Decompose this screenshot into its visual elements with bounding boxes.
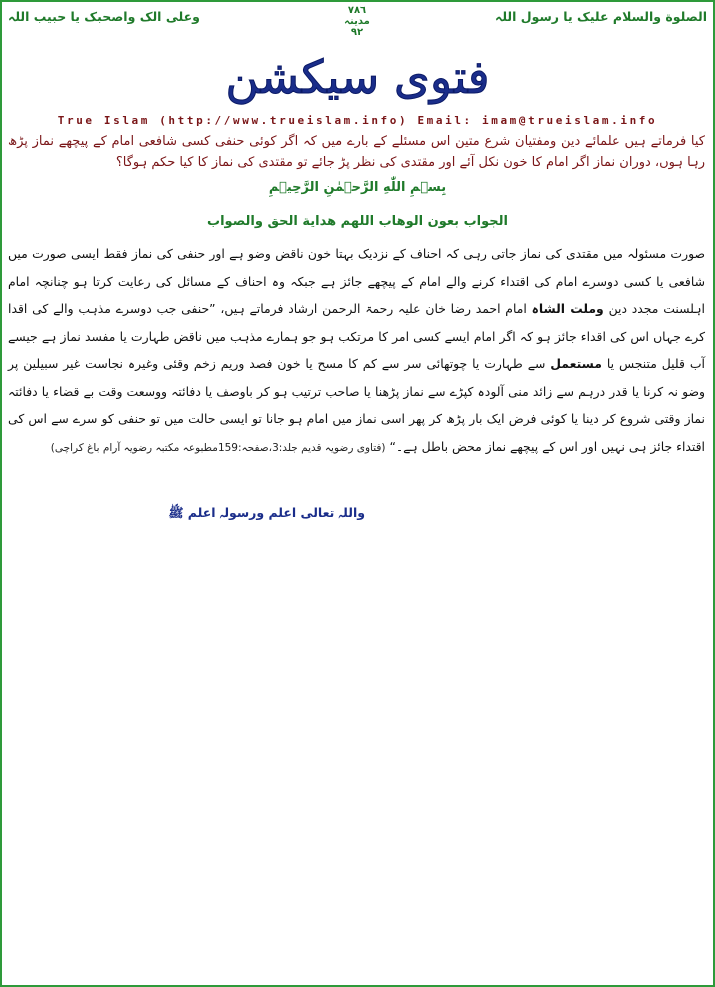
header-salutation-left: وعلی الک واصحبک یا حبیب اللہ [8,9,200,24]
answer-part-2: امام احمد رضا خان علیہ رحمۃ الرحمن ارشاد فرماتے ہیں، ”حنفی جب دوسرے مذہب والے کی اقدا کرے جہاں اس کی اقداء جائز ہو کہ اگر امام ایسے کسی امر کا مرتکب ہو جو ہمارے مذہب میں ناقض طہارت یا مفسد نماز ہے جیسے آب قلیل متنجس یا [8,301,705,371]
answer-text [8,240,705,462]
question-text: کیا فرماتے ہیں علمائے دین ومفتیان شرع متین اس مسئلے کے بارے میں کہ اگر کوئی حنفی کسی شافعی امام کے پیچھے نماز پڑھ رہا ہوں، دوران نماز اگر امام کا خون نکل آئے اور مقتدی کی نظر پڑ جائے تو مقتدی کی نماز کا کیا حکم ہوگا؟ [8,134,705,170]
answer-heading: الجواب بعون الوهاب اللهم هداية الحق والصواب [207,214,508,229]
header-number-bottom: ٩٢ [350,27,364,38]
closing-phrase: واللہ تعالی اعلم ورسولہ اعلم ﷺ [168,505,365,520]
page-title: فتوی سیکشن [225,50,490,104]
answer-reference: (فتاوی رضویہ قدیم جلد:3،صفحہ:159مطبوعہ مکتبہ رضویہ آرام باغ کراچی) [50,441,386,454]
contact-line: True Islam (http://www.trueislam.info) Email: imam@trueislam.info [57,114,658,127]
header-number [332,5,382,38]
answer-part-3: سے طہارت یا چوتھائی سر سے کم کا مسح یا خون فصد وریم زخم وقئی وغیرہ نجاست غیر سبیلین پر وضو نہ کرنا یا قدر درہم سے زائد منی آلودہ کپڑے سے نماز پڑھنا یا صاحب ترتیب ہو کر باوصف یا دفائتہ ووسعت وقت بے قضاء یا دفائتہ نماز وقتی شروع کر دینا یا کوئی فرض ایک بار پڑھ کر پھر اسی نماز میں امام ہو جانا تو ایسی حالت میں تو حنفی کو سرے سے اس کی اقتداء جائز ہی نہیں اور اس کے پیچھے نماز محض باطل ہے۔“ [8,356,705,454]
bismillah: بِسۡمِ اللّٰهِ الرَّحۡمٰنِ الرَّحِيۡمِ [268,180,447,195]
answer-bold-1: وملت الشاہ [531,301,604,316]
header-salutation-right: الصلوة والسلام علیک یا رسول اللہ [495,9,707,24]
answer-bold-2: مستعمل [550,356,602,371]
header-number-top: ٧٨٦ [347,5,367,16]
answer-part-1: صورت مسئولہ میں مقتدی کی نماز جاتی رہی کہ احناف کے نزدیک بہتا خون ناقض وضو ہے اور حنفی کی نماز فقط ایسی صورت میں شافعی یا کسی دوسرے امام کی اقتداء کرنے والے امام کے پیچھے جائز ہے جبکہ وہ احناف کے مسائل کی رعایت کرتا ہو چنانچہ امام اہلسنت مجدد دین [8,246,705,316]
header-number-mid: مدینہ [344,16,370,27]
